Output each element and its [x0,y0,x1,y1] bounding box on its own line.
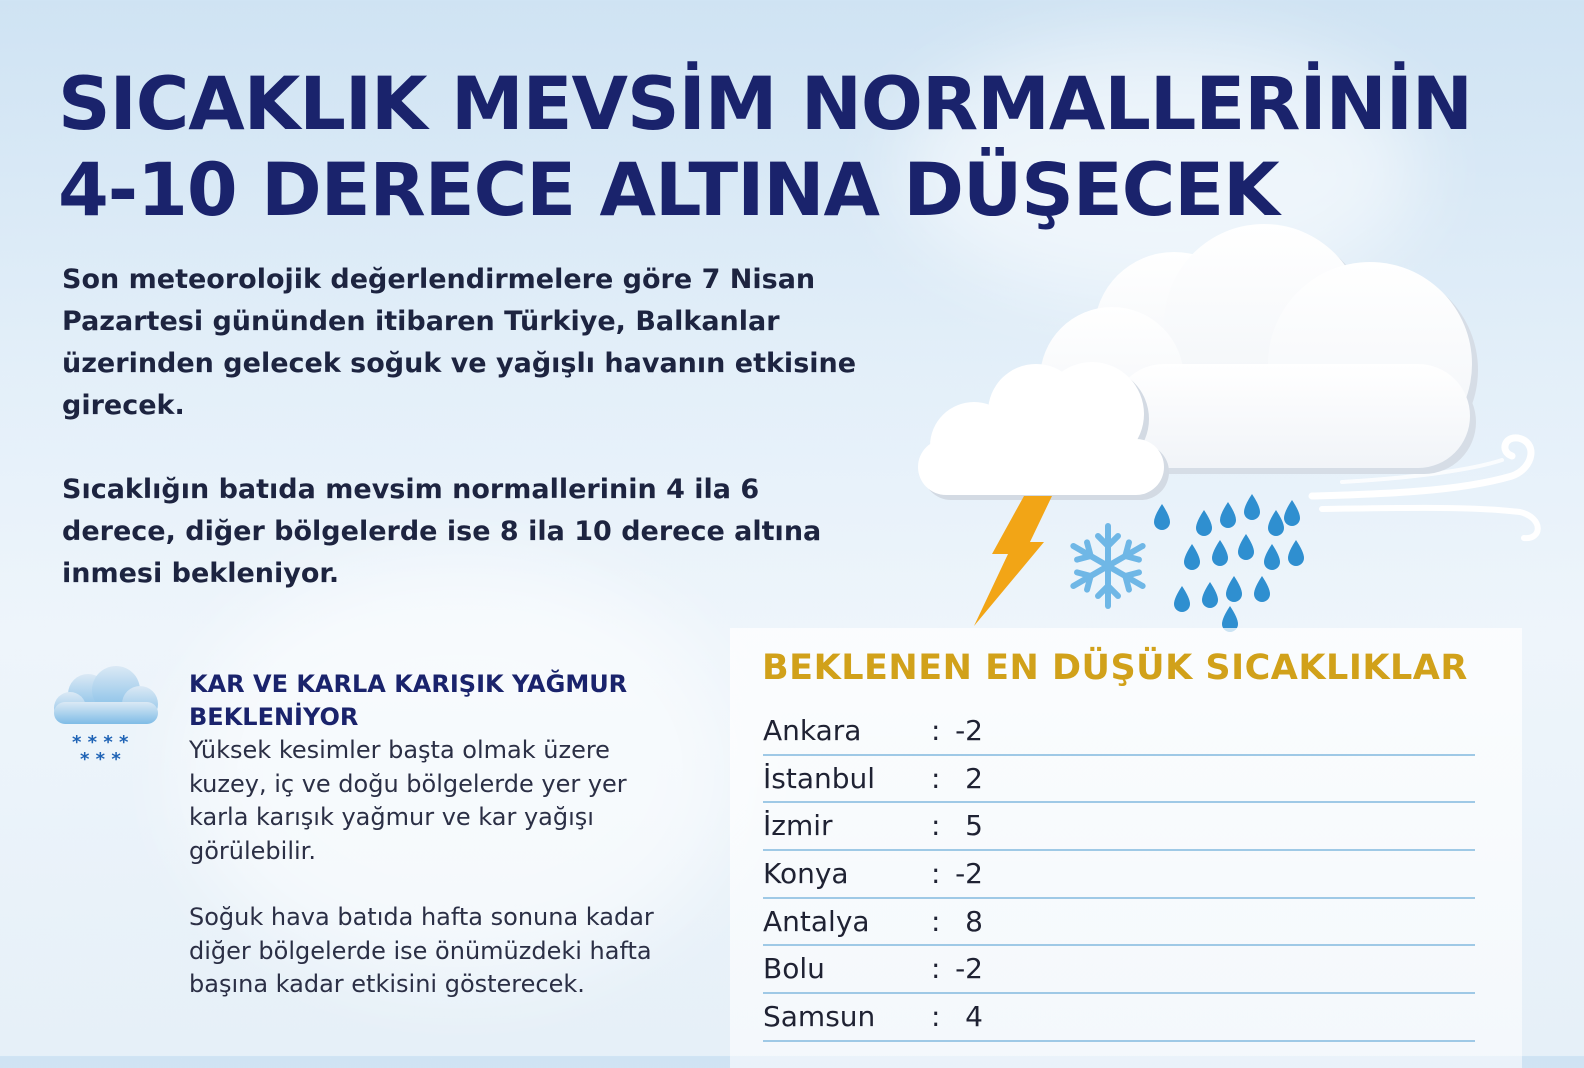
separator: : [931,761,941,795]
city-name: Bolu [763,952,825,986]
table-row [763,708,1475,756]
city-name: İzmir [763,809,833,843]
separator: : [931,1000,941,1034]
temperature-value: -2 [955,714,983,747]
table-row [763,803,1475,851]
city-name: Samsun [763,1000,876,1034]
svg-text:* * * *: * * * * [72,732,129,753]
temperature-table [763,708,1475,1042]
lightning-icon [974,496,1052,626]
city-name: Antalya [763,904,870,938]
table-row [763,899,1475,947]
weather-illustration [912,214,1552,634]
table-row [763,994,1475,1042]
snow-info [189,668,669,1002]
raindrops-icon [1154,494,1304,632]
temperature-value: -2 [955,952,983,986]
temperature-value: 2 [965,761,983,795]
snow-heading: KAR VE KARLA KARIŞIK YAĞMUR BEKLENİYOR [189,670,628,731]
title-line-1: SICAKLIK MEVSİM NORMALLERİNİN [58,62,1472,147]
temperature-value: 8 [965,904,983,938]
table-row [763,756,1475,804]
snow-body-1: Yüksek kesimler başta olmak üzere kuzey, iç ve doğu bölgelerde yer yer karla karışık yağmur ve kar yağışı görülebilir. [189,736,627,865]
page-title [58,62,1472,234]
temperature-title: BEKLENEN EN DÜŞÜK SICAKLIKLAR [762,648,1468,688]
intro-paragraph-2: Sıcaklığın batıda mevsim normallerinin 4 ila 6 derece, diğer bölgelerde ise 8 ila 10 derece altına inmesi bekleniyor. [62,474,822,589]
snow-cloud-icon [48,664,164,772]
temperature-value: 5 [965,809,983,843]
separator: : [931,809,941,843]
cloud-icon [918,224,1478,500]
separator: : [931,857,941,891]
temperature-value: 4 [965,1000,983,1034]
table-row [763,851,1475,899]
snow-body-2: Soğuk hava batıda hafta sonuna kadar diğer bölgelerde ise önümüzdeki hafta başına kadar etkisini gösterecek. [189,903,654,998]
separator: : [931,714,941,747]
table-row [763,946,1475,994]
separator: : [931,952,941,986]
city-name: Ankara [763,714,862,747]
temperature-value: -2 [955,857,983,891]
city-name: İstanbul [763,761,876,795]
intro-paragraph-1: Son meteorolojik değerlendirmelere göre 7 Nisan Pazartesi gününden itibaren Türkiye, Balkanlar üzerinden gelecek soğuk ve yağışlı havanın etkisine girecek. [62,264,857,421]
title-line-2: 4-10 DERECE ALTINA DÜŞECEK [58,148,1279,233]
separator: : [931,904,941,938]
intro-text [62,259,882,595]
svg-text:* * *: * * * [80,749,121,770]
snowflake-icon [1068,526,1147,606]
city-name: Konya [763,857,849,891]
